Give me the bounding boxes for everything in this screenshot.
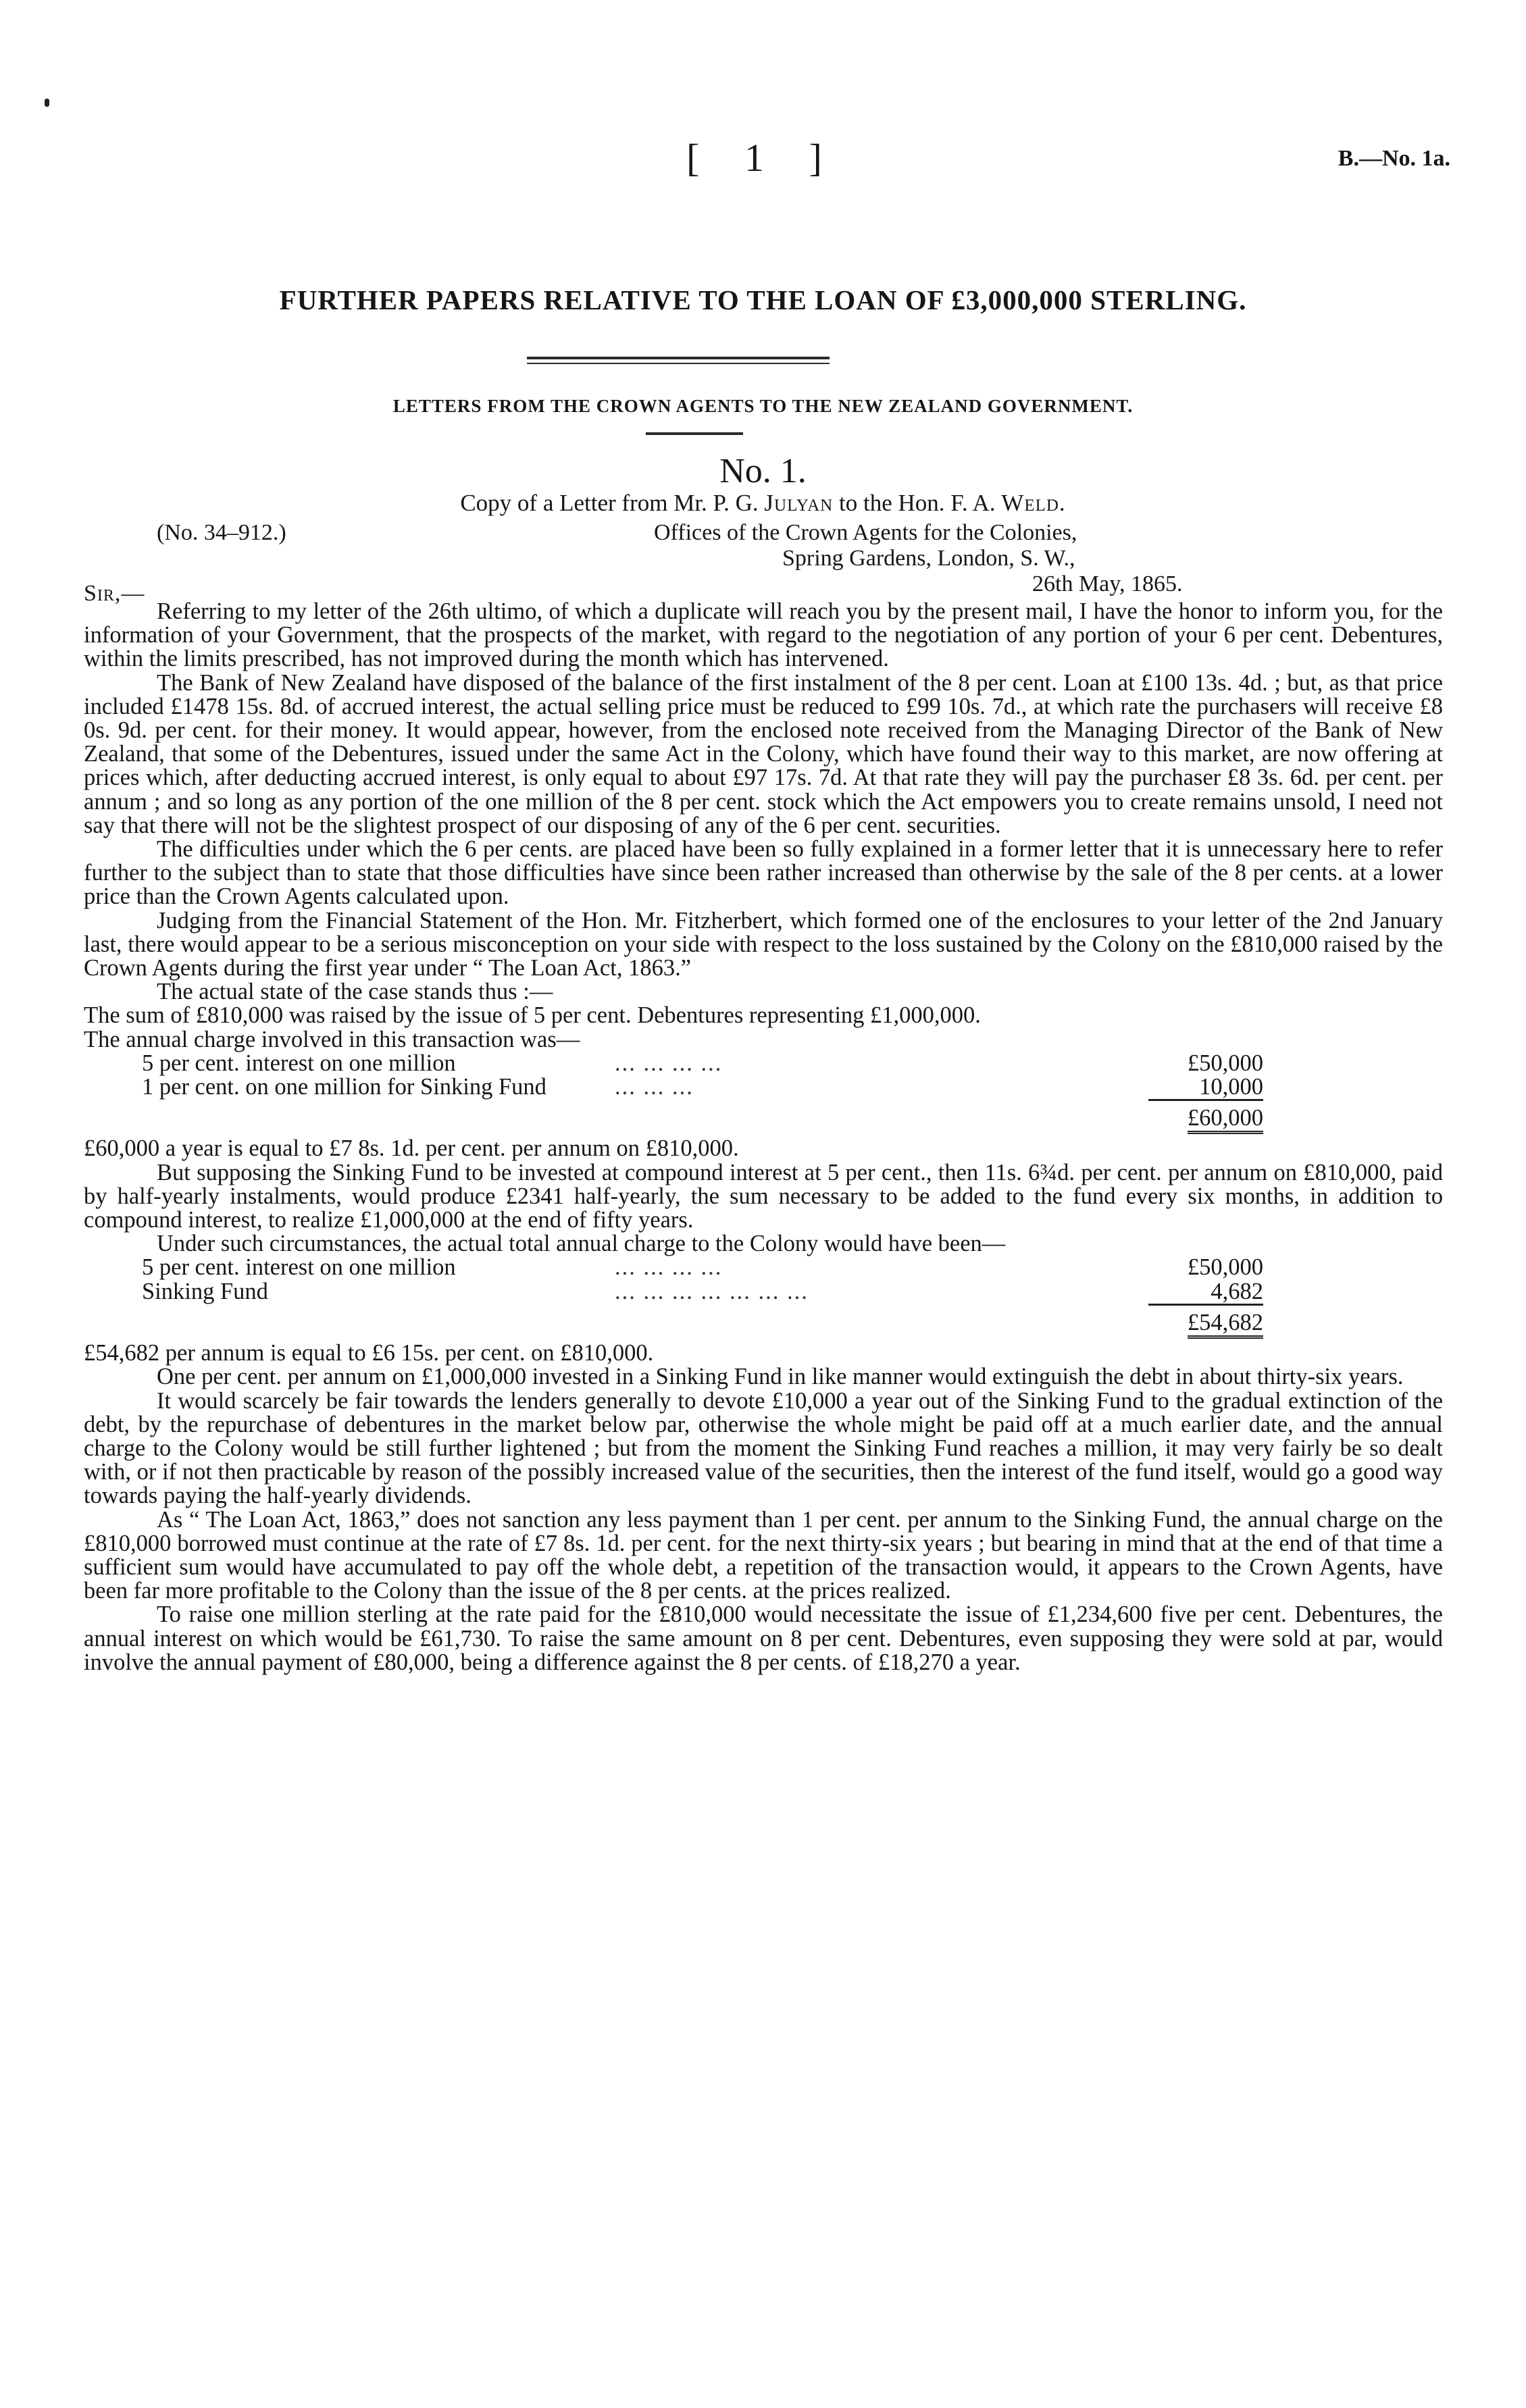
table-total [1148,1304,1263,1341]
document-reference: B.—No. 1a. [1338,146,1450,171]
total-amount: £60,000 [1188,1105,1263,1134]
letter-heading [0,490,1526,517]
letter-heading-mid: to the Hon. F. A. [839,490,996,516]
letter-date: 26th May, 1865. [1032,571,1183,596]
paragraph: As “ The Loan Act, 1863,” does not sanction any less payment than 1 per cent. per annum to the Sinking Fund, the annual charge on the £810,000 borrowed must continue at the rate of £7 8s. 1d. per cent. for the next thirty-six years ; but bearing in mind that at the end of that time a sufficient sum would have accumulated to pay off the whole debt, a repetition of the transaction would, it appears to the Crown Agents, have been far more profitable to the Colony than the issue of the 8 per cents. at the prices realized. [84,1506,1443,1604]
paragraph: The annual charge involved in this transaction was— [84,1026,580,1052]
leader-dots: ... ... ... ... [615,1254,723,1281]
paragraph: To raise one million sterling at the rate paid for the £810,000 would necessitate the issue of £1,234,600 five per cent. Debentures, the annual interest on which would be £61,730. To raise the same amount on 8 per cent. Debentures, even supposing they were sold at par, would involve the annual payment of £80,000, being a difference against the 8 per cents. of £18,270 a year. [84,1602,1443,1675]
row-amount: 10,000 [1199,1074,1263,1100]
total-amount: £54,682 [1188,1310,1263,1339]
letter-heading-prefix: Copy of a Letter from Mr. P. G. [460,490,759,516]
paragraph: £60,000 a year is equal to £7 8s. 1d. per cent. per annum on £810,000. [84,1135,739,1162]
leader-dots: ... ... ... ... ... ... ... [615,1278,809,1304]
row-label: 1 per cent. on one million for Sinking Fund [142,1074,546,1100]
annual-charge-table [142,1052,1263,1137]
paragraph: £54,682 per annum is equal to £6 15s. per cent. on £810,000. [84,1340,654,1366]
row-label: Sinking Fund [142,1278,268,1304]
paragraph: The Bank of New Zealand have disposed of the balance of the first instalment of the 8 per cent. Loan at £100 13s. 4d. ; but, as that price included £1478 15s. 8d. of accrued interest, the actual selling price must be reduced to £99 10s. 7d., at which rate the purchasers will receive £8 0s. 9d. per cent. for their money. It would appear, however, from the enclosed note received from the Managing Director of the Bank of New Zealand, that some of the Debentures, issued under the same Act in the Colony, which have found their way to this market, are now offering at prices which, after deducting accrued interest, is only equal to about £97 17s. 7d. At that rate they will pay the purchaser £8 3s. 6d. per cent. per annum ; and so long as any portion of the one million of the 8 per cent. stock which the Act empowers you to create remains unsold, I need not say that there will not be the slightest prospect of our disposing of any of the 6 per cent. securities. [84,669,1443,838]
table-row [142,1256,1263,1279]
title-rule-top [527,357,830,359]
paragraph: The actual state of the case stands thus :— [157,979,553,1005]
page-number: [ 1 ] [686,136,840,180]
paragraph: It would scarcely be fair towards the lenders generally to devote £10,000 a year out of the Sinking Fund to the gradual extinction of the debt, by the repurchase of debentures in the market below par, otherwise the whole might be paid off at a much earlier date, and the annual charge to the Colony would be still further lightened ; but from the moment the Sinking Fund reaches a million, it may very fairly be so dealt with, or if not then practicable by reason of the possibly increased value of the securities, then the interest of the fund itself, would go a good way towards paying the half-yearly dividends. [84,1387,1443,1509]
address-line-2: Spring Gardens, London, S. W., [782,546,1075,571]
table-row [142,1075,1263,1100]
paragraph: Under such circumstances, the actual total annual charge to the Colony would have been— [157,1231,1006,1257]
paragraph: The difficulties under which the 6 per cents. are placed have been so fully explained in a former letter that it is unnecessary here to refer further to the subject than to state that those difficulties have since been rather increased than otherwise by the sale of the 8 per cents. at a lower price than the Crown Agents calculated upon. [84,836,1443,910]
salutation: Sir,— [84,581,145,606]
address-line-1: Offices of the Crown Agents for the Colonies, [654,520,1077,545]
title-rule-bottom [527,363,830,364]
table-row [142,1280,1263,1305]
row-amount: 4,682 [1211,1278,1263,1304]
page-title: FURTHER PAPERS RELATIVE TO THE LOAN OF £3,000,000 STERLING. [279,284,1247,315]
margin-mark [45,99,49,107]
recipient-name: Weld. [1001,490,1066,516]
paragraph: Referring to my letter of the 26th ultimo, of which a duplicate will reach you by the present mail, I have the honor to inform you, for the information of your Government, that the prospects of the market, with regard to the negotiation of any portion of your 6 per cent. Debentures, within the limits prescribed, has not improved during the month which has intervened. [84,598,1443,672]
leader-dots: ... ... ... [615,1074,694,1100]
letter-body [84,600,1443,1674]
paragraph: One per cent. per annum on £1,000,000 invested in a Sinking Fund in like manner would extinguish the debt in about thirty-six years. [157,1364,1404,1390]
actual-charge-table [142,1256,1263,1341]
letter-reference: (No. 34–912.) [157,520,286,545]
paragraph: The sum of £810,000 was raised by the issue of 5 per cent. Debentures representing £1,000,000. [84,1002,981,1029]
row-amount: £50,000 [1187,1050,1263,1076]
table-row [142,1052,1263,1075]
total-row [142,1100,1263,1137]
sender-name: Julyan [764,490,834,516]
sender-address [654,520,1183,597]
paragraph: But supposing the Sinking Fund to be invested at compound interest at 5 per cent., then 11s. 6¾d. per cent. per annum on £810,000, paid by half-yearly instalments, would produce £2341 half-yearly, the sum necessary to be added to the fund every six months, in addition to compound interest, to realize £1,000,000 at the end of fifty years. [84,1159,1443,1233]
table-total [1148,1100,1263,1137]
row-label: 5 per cent. interest on one million [142,1050,456,1076]
total-row [142,1304,1263,1341]
letter-number: No. 1. [719,452,807,490]
row-amount: £50,000 [1187,1254,1263,1281]
section-rule [646,432,743,435]
paragraph: Judging from the Financial Statement of the Hon. Mr. Fitzherbert, which formed one of the enclosures to your letter of the 2nd January last, there would appear to be a serious misconception on your side with respect to the loss sustained by the Colony on the £810,000 raised by the Crown Agents during the first year under “ The Loan Act, 1863.” [84,907,1443,981]
section-subtitle: LETTERS FROM THE CROWN AGENTS TO THE NEW ZEALAND GOVERNMENT. [392,396,1134,416]
leader-dots: ... ... ... ... [615,1050,723,1076]
row-label: 5 per cent. interest on one million [142,1254,456,1281]
